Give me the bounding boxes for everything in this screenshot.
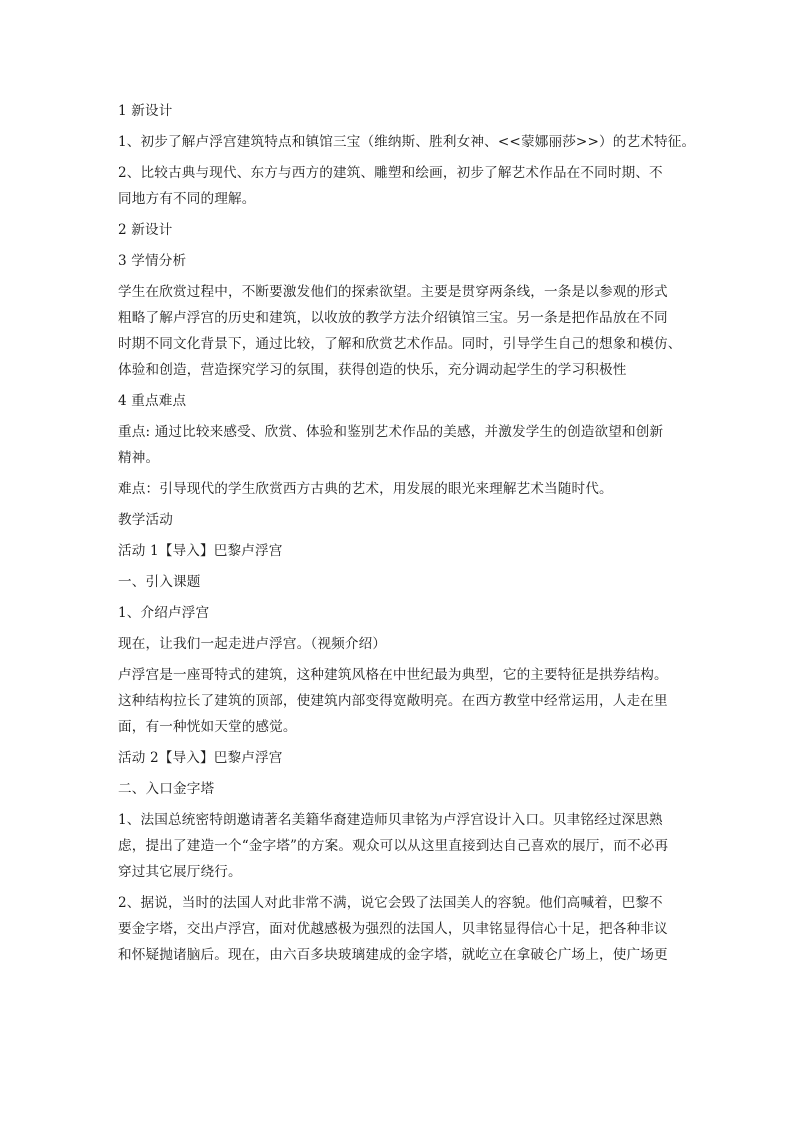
text-line: 2 新设计 bbox=[118, 222, 173, 238]
section-entrance-pyramid bbox=[118, 776, 680, 802]
text-line: 要金字塔，交出卢浮宫，面对优越感极为强烈的法国人，贝聿铭显得信心十足，把各种非议 bbox=[118, 921, 668, 937]
section-introduce-topic bbox=[118, 569, 680, 595]
difficulty-body bbox=[118, 476, 680, 502]
learner-analysis-body bbox=[118, 279, 680, 383]
heading-teaching-activities bbox=[118, 507, 680, 533]
text-line: 和怀疑抛诸脑后。现在，由六百多块玻璃建成的金字塔，就屹立在拿破仑广场上，使广场更 bbox=[118, 947, 668, 963]
text-line: 二、入口金字塔 bbox=[118, 781, 215, 797]
text-line: 4 重点难点 bbox=[118, 393, 187, 409]
text-line: 卢浮宫是一座哥特式的建筑，这种建筑风格在中世纪最为典型，它的主要特征是拱券结构。 bbox=[118, 667, 668, 683]
key-point-body bbox=[118, 419, 680, 471]
text-line: 3 学情分析 bbox=[118, 253, 187, 269]
text-line: 教学活动 bbox=[118, 512, 173, 528]
text-line: 活动 2【导入】巴黎卢浮宫 bbox=[118, 750, 283, 766]
text-line: 穿过其它展厅绕行。 bbox=[118, 864, 242, 880]
objective-2 bbox=[118, 160, 680, 212]
video-intro-text bbox=[118, 631, 680, 657]
text-line: 1 新设计 bbox=[118, 103, 173, 119]
louvre-gothic-body bbox=[118, 662, 680, 740]
text-line: 1、初步了解卢浮宫建筑特点和镇馆三宝（维纳斯、胜利女神、<<蒙娜丽莎>>）的艺术特征。 bbox=[118, 134, 696, 150]
text-line: 这种结构拉长了建筑的顶部，使建筑内部变得宽敞明亮。在西方教堂中经常运用，人走在里 bbox=[118, 693, 668, 709]
text-line: 面，有一种恍如天堂的感觉。 bbox=[118, 719, 297, 735]
text-line: 粗略了解卢浮宫的历史和建筑，以收放的教学方法介绍镇馆三宝。另一条是把作品放在不同 bbox=[118, 310, 668, 326]
text-line: 现在，让我们一起走进卢浮宫。（视频介绍） bbox=[118, 636, 387, 652]
text-line: 精神。 bbox=[118, 450, 160, 466]
document-body bbox=[118, 98, 696, 968]
text-line: 1、介绍卢浮宫 bbox=[118, 605, 210, 621]
text-line: 重点: 通过比较来感受、欣赏、体验和鉴别艺术作品的美感，并激发学生的创造欲望和创新 bbox=[118, 424, 664, 440]
heading-learner-analysis bbox=[118, 248, 680, 274]
text-line: 学生在欣赏过程中，不断要激发他们的探索欲望。主要是贯穿两条线，一条是以参观的形式 bbox=[118, 284, 668, 300]
text-line: 虑，提出了建造一个“金字塔”的方案。观众可以从这里直接到达自己喜欢的展厅，而不必再 bbox=[118, 838, 669, 854]
text-line: 活动 1【导入】巴黎卢浮宫 bbox=[118, 543, 283, 559]
text-line: 1、法国总统密特朗邀请著名美籍华裔建造师贝聿铭为卢浮宫设计入口。贝聿铭经过深思熟 bbox=[118, 812, 663, 828]
heading-key-points bbox=[118, 388, 680, 414]
text-line: 同地方有不同的理解。 bbox=[118, 191, 256, 207]
activity-1-heading bbox=[118, 538, 680, 564]
text-line: 2、比较古典与现代、东方与西方的建筑、雕塑和绘画，初步了解艺术作品在不同时期、不 bbox=[118, 165, 663, 181]
subsection-introduce-louvre bbox=[118, 600, 680, 626]
objective-1 bbox=[118, 129, 696, 155]
text-line: 难点：引导现代的学生欣赏西方古典的艺术，用发展的眼光来理解艺术当随时代。 bbox=[118, 481, 613, 497]
text-line: 一、引入课题 bbox=[118, 574, 201, 590]
pyramid-point-2 bbox=[118, 890, 680, 968]
pyramid-point-1 bbox=[118, 807, 680, 885]
text-line: 体验和创造，营造探究学习的氛围，获得创造的快乐，充分调动起学生的学习积极性 bbox=[118, 362, 627, 378]
activity-2-heading bbox=[118, 745, 680, 771]
heading-new-design-2 bbox=[118, 217, 680, 243]
heading-new-design-1 bbox=[118, 98, 680, 124]
text-line: 时期不同文化背景下，通过比较，了解和欣赏艺术作品。同时，引导学生自己的想象和模仿、 bbox=[118, 336, 682, 352]
text-line: 2、据说，当时的法国人对此非常不满，说它会毁了法国美人的容貌。他们高喊着，巴黎不 bbox=[118, 895, 663, 911]
